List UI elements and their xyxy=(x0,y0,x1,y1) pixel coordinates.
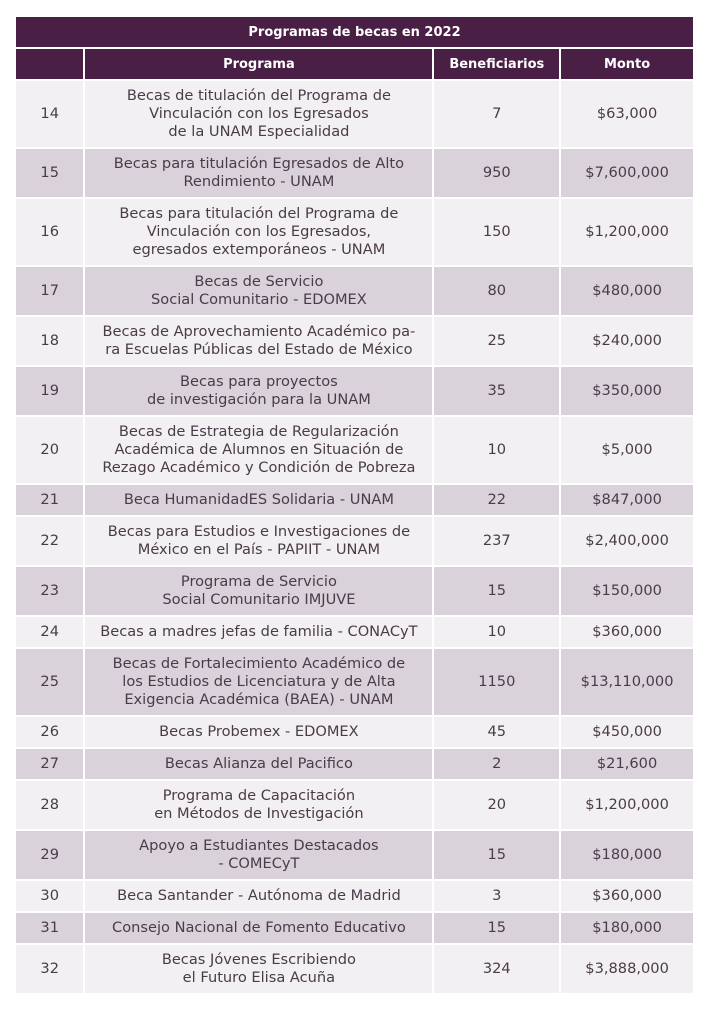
row-number-cell: 26 xyxy=(16,715,83,747)
table-row xyxy=(16,911,693,943)
programa-cell: Becas de Fortalecimiento Académico de los Estudios de Licenciatura y de Alta Exigencia Académica (BAEA) - UNAM xyxy=(85,647,432,715)
programa-cell: Becas de Servicio Social Comunitario - EDOMEX xyxy=(85,265,432,315)
table-row xyxy=(16,79,693,147)
monto-cell: $847,000 xyxy=(561,483,693,515)
monto-cell: $21,600 xyxy=(561,747,693,779)
table-row xyxy=(16,615,693,647)
row-number-cell: 20 xyxy=(16,415,83,483)
programa-cell: Becas para titulación Egresados de Alto Rendimiento - UNAM xyxy=(85,147,432,197)
programa-cell: Becas para Estudios e Investigaciones de México en el País - PAPIIT - UNAM xyxy=(85,515,432,565)
table-row xyxy=(16,779,693,829)
monto-cell: $7,600,000 xyxy=(561,147,693,197)
programa-cell: Becas para titulación del Programa de Vinculación con los Egresados, egresados extemporáneos - UNAM xyxy=(85,197,432,265)
table-row xyxy=(16,879,693,911)
row-number-cell: 30 xyxy=(16,879,83,911)
monto-cell: $350,000 xyxy=(561,365,693,415)
beneficiarios-cell: 15 xyxy=(434,565,559,615)
monto-cell: $1,200,000 xyxy=(561,197,693,265)
row-number-cell: 15 xyxy=(16,147,83,197)
row-number-cell: 27 xyxy=(16,747,83,779)
beneficiarios-cell: 20 xyxy=(434,779,559,829)
monto-cell: $360,000 xyxy=(561,879,693,911)
table-row xyxy=(16,483,693,515)
row-number-cell: 17 xyxy=(16,265,83,315)
table-row xyxy=(16,515,693,565)
monto-cell: $1,200,000 xyxy=(561,779,693,829)
becas-table xyxy=(14,17,695,993)
column-header-row xyxy=(16,49,693,79)
beneficiarios-cell: 1150 xyxy=(434,647,559,715)
programa-cell: Programa de Capacitación en Métodos de Investigación xyxy=(85,779,432,829)
table-row xyxy=(16,829,693,879)
row-number-cell: 14 xyxy=(16,79,83,147)
programa-cell: Becas de Estrategia de Regularización Académica de Alumnos en Situación de Rezago Académico y Condición de Pobreza xyxy=(85,415,432,483)
table-body xyxy=(16,79,693,993)
table-row xyxy=(16,265,693,315)
table-head xyxy=(16,17,693,79)
column-header-programa: Programa xyxy=(85,49,432,79)
monto-cell: $150,000 xyxy=(561,565,693,615)
programa-cell: Becas de Aprovechamiento Académico pa- ra Escuelas Públicas del Estado de México xyxy=(85,315,432,365)
beneficiarios-cell: 2 xyxy=(434,747,559,779)
programa-cell: Becas Probemex - EDOMEX xyxy=(85,715,432,747)
programa-cell: Beca HumanidadES Solidaria - UNAM xyxy=(85,483,432,515)
table-row xyxy=(16,147,693,197)
table-row xyxy=(16,943,693,993)
table-row xyxy=(16,715,693,747)
table-row xyxy=(16,315,693,365)
row-number-cell: 23 xyxy=(16,565,83,615)
programa-cell: Beca Santander - Autónoma de Madrid xyxy=(85,879,432,911)
beneficiarios-cell: 15 xyxy=(434,911,559,943)
beneficiarios-cell: 10 xyxy=(434,415,559,483)
monto-cell: $3,888,000 xyxy=(561,943,693,993)
table-row xyxy=(16,747,693,779)
table-row xyxy=(16,415,693,483)
beneficiarios-cell: 10 xyxy=(434,615,559,647)
monto-cell: $360,000 xyxy=(561,615,693,647)
beneficiarios-cell: 324 xyxy=(434,943,559,993)
monto-cell: $2,400,000 xyxy=(561,515,693,565)
monto-cell: $13,110,000 xyxy=(561,647,693,715)
beneficiarios-cell: 237 xyxy=(434,515,559,565)
beneficiarios-cell: 150 xyxy=(434,197,559,265)
programa-cell: Becas para proyectos de investigación para la UNAM xyxy=(85,365,432,415)
monto-cell: $450,000 xyxy=(561,715,693,747)
table-row xyxy=(16,365,693,415)
table-row xyxy=(16,647,693,715)
beneficiarios-cell: 950 xyxy=(434,147,559,197)
row-number-cell: 16 xyxy=(16,197,83,265)
row-number-cell: 28 xyxy=(16,779,83,829)
row-number-cell: 18 xyxy=(16,315,83,365)
programa-cell: Becas Alianza del Pacifico xyxy=(85,747,432,779)
column-header-number xyxy=(16,49,83,79)
row-number-cell: 21 xyxy=(16,483,83,515)
table-row xyxy=(16,197,693,265)
monto-cell: $180,000 xyxy=(561,829,693,879)
row-number-cell: 31 xyxy=(16,911,83,943)
monto-cell: $180,000 xyxy=(561,911,693,943)
monto-cell: $240,000 xyxy=(561,315,693,365)
table-title: Programas de becas en 2022 xyxy=(16,17,693,49)
column-header-beneficiarios: Beneficiarios xyxy=(434,49,559,79)
programa-cell: Becas de titulación del Programa de Vinculación con los Egresados de la UNAM Especialidad xyxy=(85,79,432,147)
row-number-cell: 19 xyxy=(16,365,83,415)
beneficiarios-cell: 22 xyxy=(434,483,559,515)
becas-table-container xyxy=(15,17,694,993)
beneficiarios-cell: 25 xyxy=(434,315,559,365)
row-number-cell: 24 xyxy=(16,615,83,647)
programa-cell: Apoyo a Estudiantes Destacados - COMECyT xyxy=(85,829,432,879)
row-number-cell: 32 xyxy=(16,943,83,993)
beneficiarios-cell: 35 xyxy=(434,365,559,415)
monto-cell: $480,000 xyxy=(561,265,693,315)
beneficiarios-cell: 15 xyxy=(434,829,559,879)
programa-cell: Becas a madres jefas de familia - CONACyT xyxy=(85,615,432,647)
table-row xyxy=(16,565,693,615)
monto-cell: $63,000 xyxy=(561,79,693,147)
column-header-monto: Monto xyxy=(561,49,693,79)
monto-cell: $5,000 xyxy=(561,415,693,483)
beneficiarios-cell: 3 xyxy=(434,879,559,911)
beneficiarios-cell: 45 xyxy=(434,715,559,747)
row-number-cell: 22 xyxy=(16,515,83,565)
beneficiarios-cell: 7 xyxy=(434,79,559,147)
beneficiarios-cell: 80 xyxy=(434,265,559,315)
row-number-cell: 25 xyxy=(16,647,83,715)
row-number-cell: 29 xyxy=(16,829,83,879)
programa-cell: Programa de Servicio Social Comunitario IMJUVE xyxy=(85,565,432,615)
programa-cell: Consejo Nacional de Fomento Educativo xyxy=(85,911,432,943)
programa-cell: Becas Jóvenes Escribiendo el Futuro Elisa Acuña xyxy=(85,943,432,993)
